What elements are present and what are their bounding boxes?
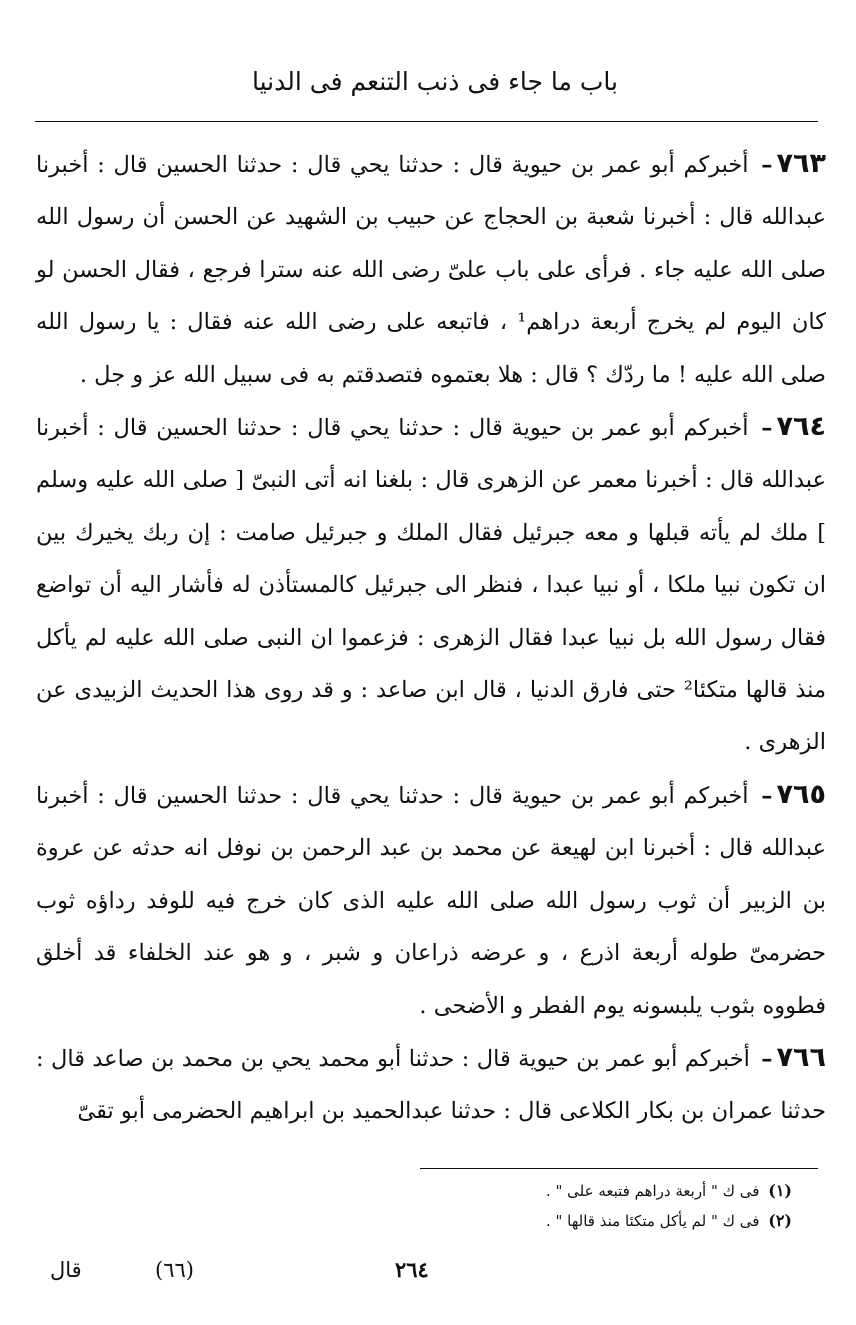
hadith-number: ٧٦٦: [776, 1041, 826, 1073]
footnote-marker: (٢): [768, 1211, 792, 1230]
main-text: [36, 138, 826, 1138]
hadith-766: [36, 1032, 826, 1138]
hadith-text: أخبركم أبو عمر بن حيوية قال : حدثنا يحي قال : حدثنا الحسين قال : أخبرنا عبدالله قال : أخبرنا شعبة بن الحجاج عن حبيب بن الشهيد عن الحسن أن رسول الله صلى الله عليه جاء . فرأى على باب علىّ رضى الله عنه سترا فرجع ، فقال الحسن لو كان اليوم لم يخرج أربعة دراهم¹ ، فاتبعه على رضى الله عنه فقال : يا رسول الله صلى الله عليه ! ما ردّك ؟ قال : هلا بعتموه فتصدقتم به فى سبيل الله عز و جل .: [36, 152, 826, 388]
footnotes: [400, 1176, 792, 1236]
header-rule: [35, 121, 818, 122]
hadith-number: ٧٦٤: [776, 411, 826, 443]
hadith-number: ٧٦٣: [776, 148, 826, 179]
footnote-1: [400, 1176, 792, 1206]
footnote-text: فى ك " أربعة دراهم فتبعه على " .: [545, 1182, 760, 1200]
hadith-763: [36, 138, 826, 401]
footnote-2: [400, 1206, 792, 1236]
page-footer: [0, 1250, 856, 1290]
hadith-text: أخبركم أبو عمر بن حيوية قال : حدثنا يحي قال : حدثنا الحسين قال : أخبرنا عبدالله قال : أخبرنا ابن لهيعة عن محمد بن عبد الرحمن بن نوفل انه حدثه عن عروة بن الزبير أن ثوب رسول الله صلى الله عليه الذى كان خرج فيه للوفد رداؤه ثوب حضرمىّ طوله أربعة اذرع ، و عرضه ذراعان و شبر ، و هو عند الخلفاء قد أخلق فطووه بثوب يلبسونه يوم الفطر و الأضحى .: [36, 782, 826, 1019]
hadith-number: ٧٦٥: [776, 778, 826, 810]
manuscript-page-number: (٦٦): [155, 1258, 194, 1282]
hadith-text: أخبركم أبو عمر بن حيوية قال : حدثنا أبو محمد يحي بن محمد بن صاعد قال : حدثنا عمران بن بكار الكلاعى قال : حدثنا عبدالحميد بن ابراهيم الحضرمى أبو تقىّ: [36, 1045, 826, 1125]
hadith-764: [36, 401, 826, 769]
footnote-marker: (١): [768, 1181, 792, 1200]
running-title: باب ما جاء فى ذنب التنعم فى الدنيا: [252, 67, 618, 96]
page-number: ٢٦٤: [395, 1257, 429, 1282]
hadith-765: [36, 769, 826, 1032]
hadith-text: أخبركم أبو عمر بن حيوية قال : حدثنا يحي قال : حدثنا الحسين قال : أخبرنا عبدالله قال : أخبرنا معمر عن الزهرى قال : بلغنا انه أتى النبىّ [ صلى الله عليه وسلم ] ملك لم يأته قبلها و معه جبرئيل فقال الملك و جبرئيل صامت : إن ربك يخيرك بين ان تكون نبيا ملكا ، أو نبيا عبدا ، فنظر الى جبرئيل كالمستأذن له فأشار اليه أن تواضع فقال رسول الله بل نبيا عبدا فقال الزهرى : فزعموا ان النبى صلى الله عليه لم يأكل منذ قالها متكئا² حتى فارق الدنيا ، قال ابن صاعد : و قد روى هذا الحديث الزبيدى عن الزهرى .: [36, 415, 826, 756]
hadith-dash: –: [761, 1045, 773, 1072]
footnote-text: فى ك " لم يأكل متكئا منذ قالها " .: [545, 1212, 760, 1230]
footnote-rule: [420, 1168, 818, 1169]
catchword: قال: [50, 1258, 82, 1282]
hadith-dash: –: [761, 782, 773, 809]
hadith-dash: –: [761, 152, 773, 178]
hadith-dash: –: [761, 415, 773, 442]
